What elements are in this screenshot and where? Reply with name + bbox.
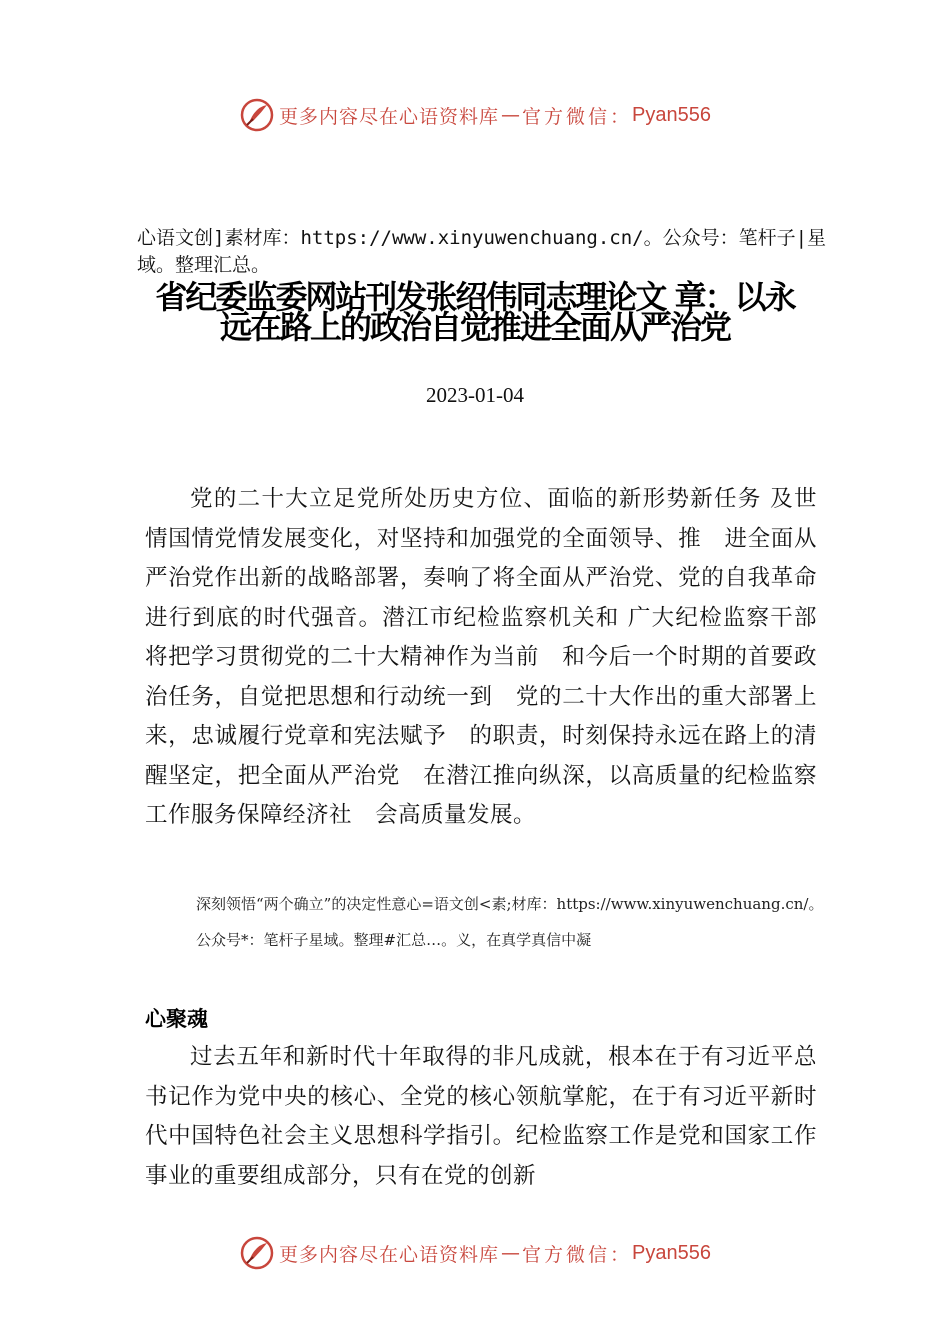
footer-banner: [0, 1233, 950, 1273]
section-heading: 心聚魂: [145, 1007, 208, 1031]
paragraph-2: 过去五年和新时代十年取得的非凡成就，根本在于有习近平总书记作为党中央的核心、全党的核心领航掌舵，在于有习近平新时代中国特色社会主义思想科学指引。纪检监察工作是党和国家工作事业的重要组成部分，只有在党的创新: [145, 1044, 817, 1189]
source-note: 心语文创]素材库：https://www.xinyuwenchuang.cn/。公众号：笔杆子|星域。整理汇总。: [137, 227, 827, 276]
banner-wechat-id: Pyan556: [632, 1241, 711, 1264]
brush-logo-icon: [239, 1235, 275, 1271]
banner-dash: —: [501, 1242, 521, 1264]
paragraph-1: 党的二十大立足党所处历史方位、面临的新形势新任务 及世情国情党情发展变化，对坚持和加强党的全面领导、推 进全面从严治党作出新的战略部署，奏响了将全面从严治党、党的自我革命进行到底的时代强音。潜江市纪检监察机关和 广大纪检监察干部将把学习贯彻党的二十大精神作为当前 和今后一个时期的首要政治任务，自觉把思想和行动统一到 党的二十大作出的重大部署上来，忠诚履行党章和宪法赋予 的职责，时刻保持永远在路上的清醒坚定，把全面从严治党 在潜江推向纵深，以高质量的纪检监察工作服务保障经济社 会高质量发展。: [145, 486, 817, 828]
brush-logo-icon: [239, 97, 275, 133]
banner-main-text: 更多内容尽在心语资料库: [279, 105, 500, 128]
banner-dash: —: [501, 104, 521, 126]
quote-line: 深刻领悟“两个确立”的决定性意心=语文创<素;材库：https://www.xinyuwenchuang.cn/。公众号*：笔杆子星域。整理#汇总…。义，在真学真信中凝: [196, 895, 824, 949]
banner-wechat-id: Pyan556: [632, 103, 711, 126]
banner-main-text: 更多内容尽在心语资料库: [279, 1243, 500, 1266]
banner-wechat-label: 官方微信：: [522, 105, 633, 128]
header-banner: [0, 95, 950, 135]
article-title: 省纪委监委网站刊发张绍伟同志理论文 章：以永远在路上的政治自觉推进全面从严治党: [155, 278, 795, 346]
article-date: 2023-01-04: [426, 383, 524, 407]
banner-wechat-label: 官方微信：: [522, 1243, 633, 1266]
